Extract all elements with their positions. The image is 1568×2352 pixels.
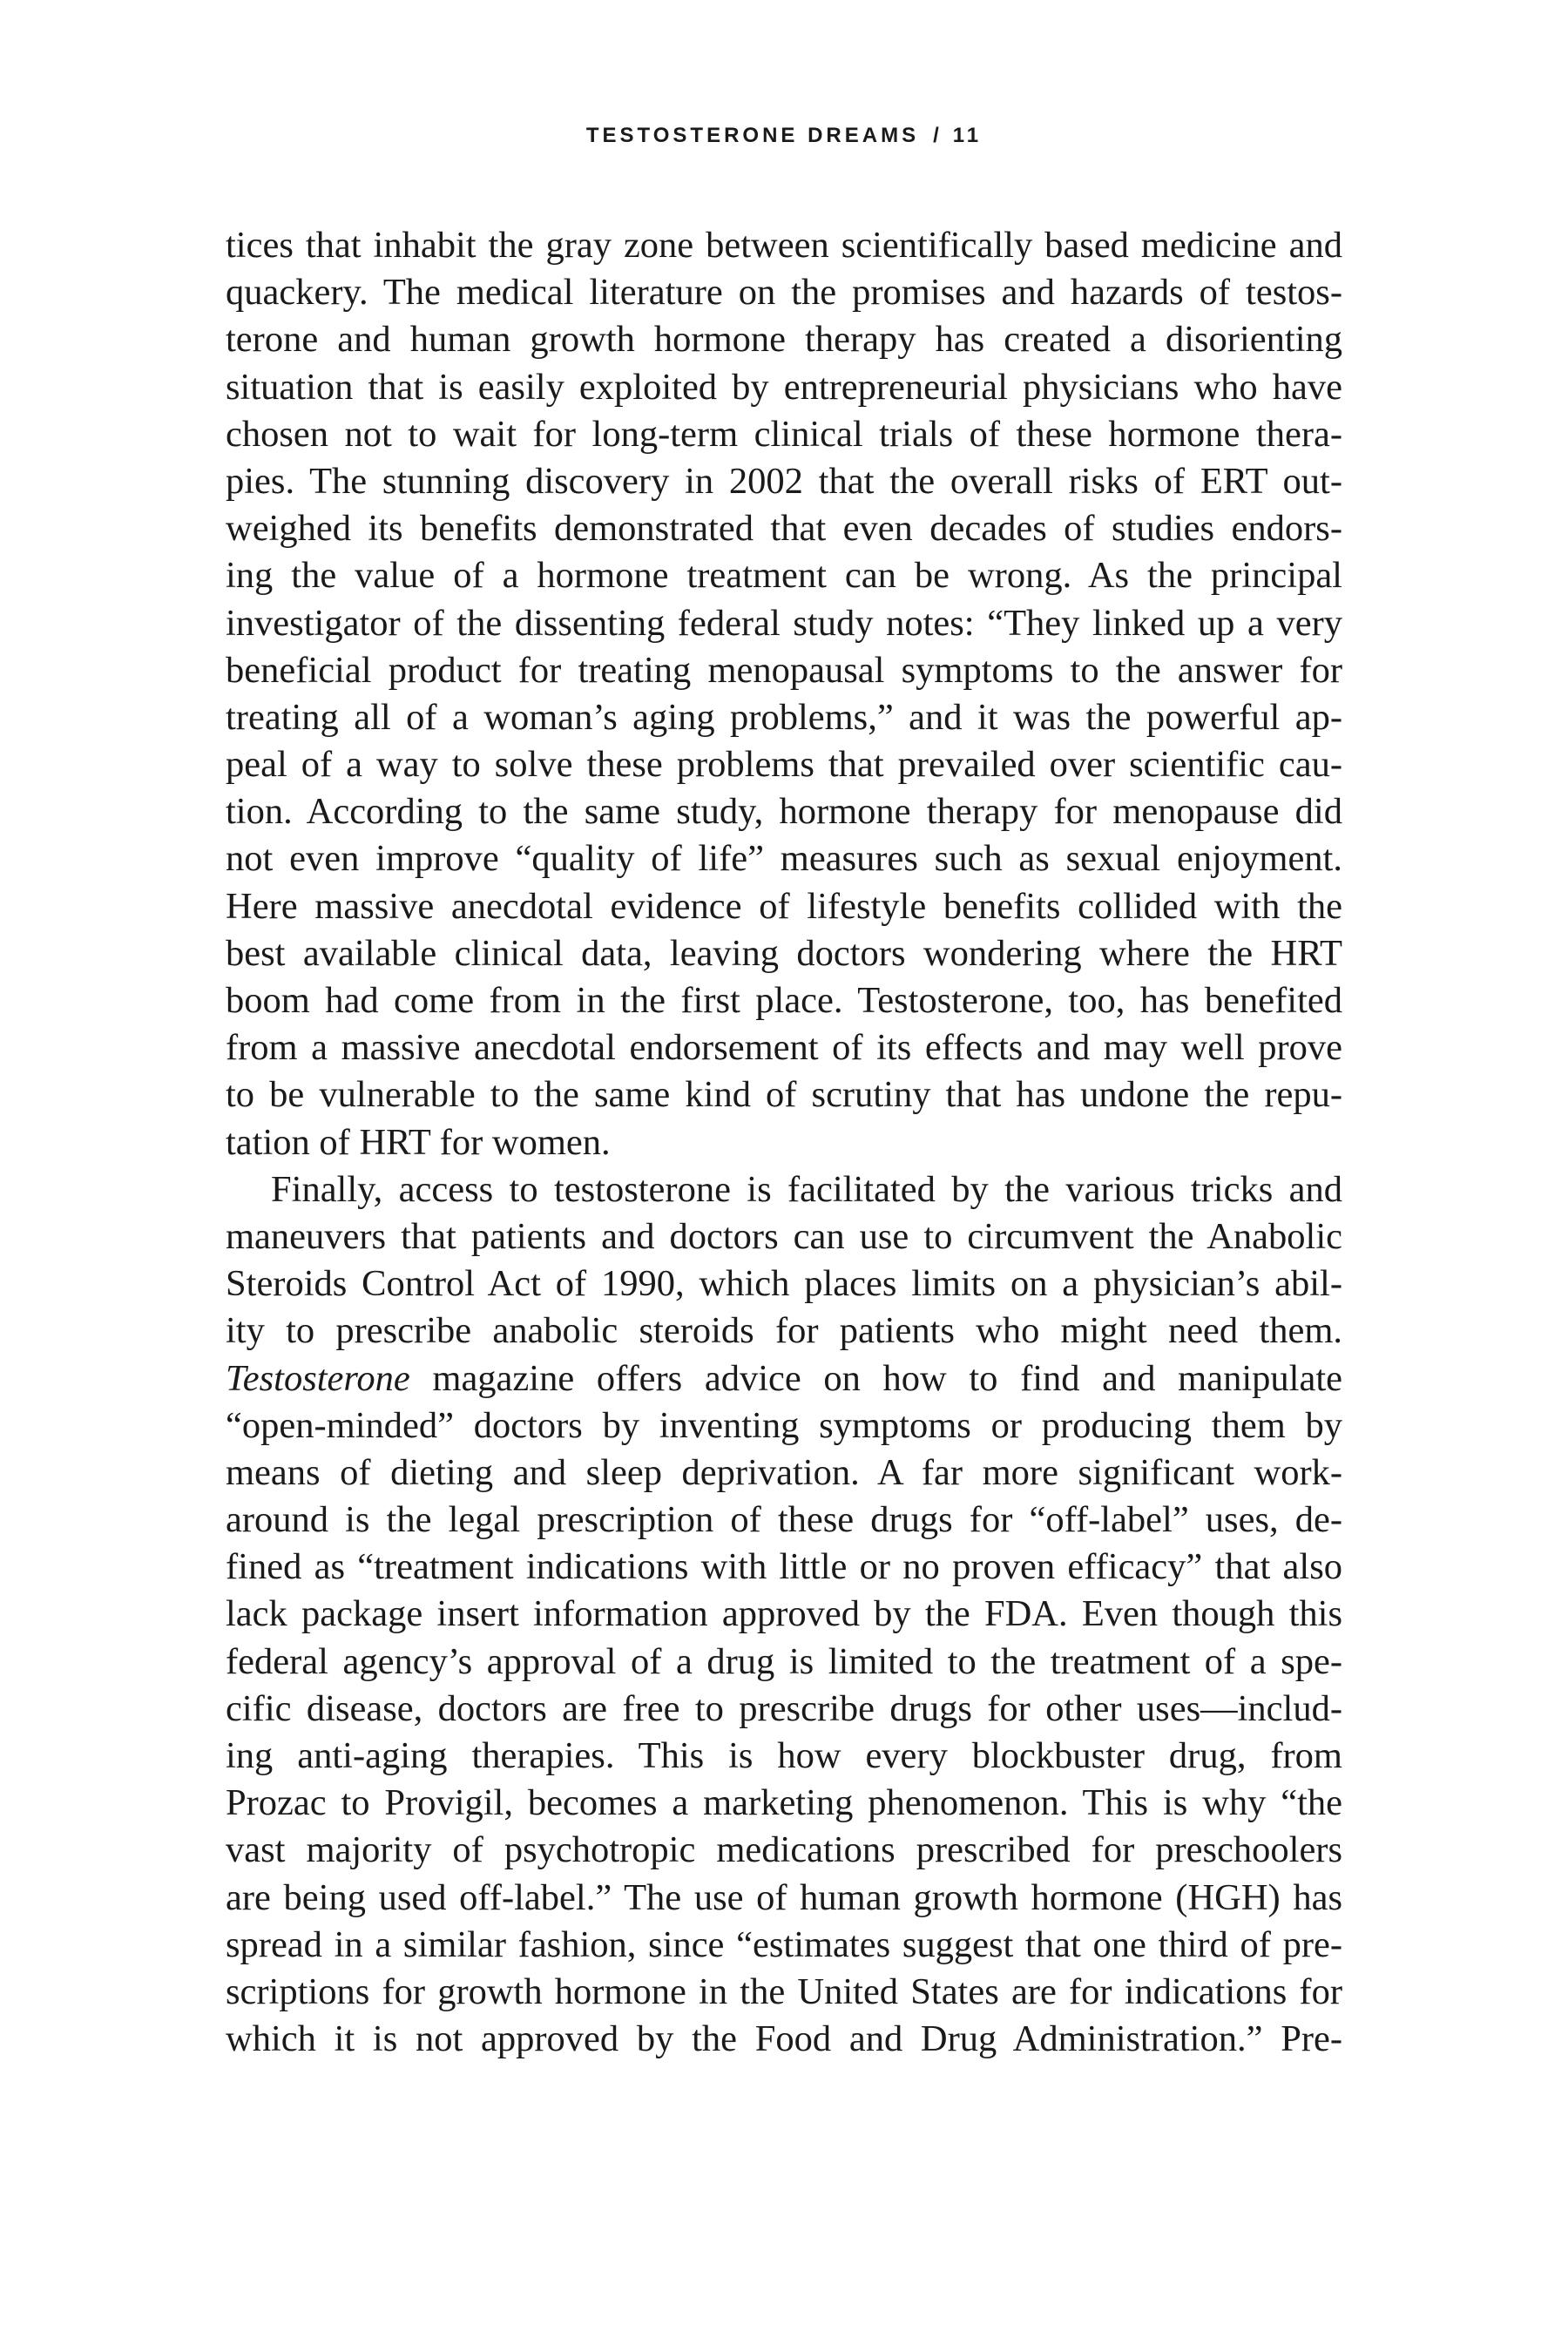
text-line: quackery. The medical literature on the promises and hazards of testos- — [226, 272, 1342, 314]
running-head-title: TESTOSTERONE DREAMS — [585, 124, 920, 147]
text-line: cific disease, doctors are free to prescribe drugs for other uses—includ- — [226, 1687, 1342, 1729]
text-line: pies. The stunning discovery in 2002 that the overall risks of ERT out- — [226, 460, 1342, 502]
text-line: chosen not to wait for long-term clinical trials of these hormone thera- — [226, 413, 1342, 455]
text-line: investigator of the dissenting federal study notes: “They linked up a very — [226, 602, 1342, 644]
text-line: ing the value of a hormone treatment can be wrong. As the principal — [226, 555, 1342, 597]
page-number: 11 — [952, 124, 983, 147]
text-line-with-italic — [226, 1355, 1342, 1402]
paragraph-1 — [226, 222, 1342, 1166]
paragraph-2 — [226, 1166, 1342, 2064]
text-line: terone and human growth hormone therapy has created a disorienting — [226, 319, 1342, 361]
text-line: ity to prescribe anabolic steroids for patients who might need them. — [226, 1310, 1342, 1352]
text-line: scriptions for growth hormone in the United States are for indications for — [226, 1970, 1342, 2012]
text-line: from a massive anecdotal endorsement of its effects and may well prove — [226, 1027, 1342, 1069]
text-line: fined as “treatment indications with little or no proven efficacy” that also — [226, 1546, 1342, 1588]
text-line: boom had come from in the first place. Testosterone, too, has benefited — [226, 980, 1342, 1021]
italic-title: Testosterone — [226, 1357, 410, 1399]
text-line: lack package insert information approved by the FDA. Even though this — [226, 1593, 1342, 1635]
text-line: federal agency’s approval of a drug is limited to the treatment of a spe- — [226, 1640, 1342, 1682]
text-line-rest: magazine offers advice on how to find and manipulate — [432, 1357, 1343, 1399]
text-line: Steroids Control Act of 1990, which places limits on a physician’s abil- — [226, 1263, 1342, 1305]
text-line: ing anti-aging therapies. This is how every blockbuster drug, from — [226, 1735, 1342, 1776]
text-line: tation of HRT for women. — [226, 1121, 611, 1163]
text-line: spread in a similar fashion, since “estimates suggest that one third of pre- — [226, 1923, 1342, 1965]
text-line: are being used off-label.” The use of human growth hormone (HGH) has — [226, 1876, 1342, 1918]
text-line: tion. According to the same study, hormone therapy for menopause did — [226, 791, 1342, 833]
text-line: weighed its benefits demonstrated that even decades of studies endors- — [226, 508, 1342, 550]
text-line: “open-minded” doctors by inventing symptoms or producing them by — [226, 1404, 1342, 1446]
text-line: which it is not approved by the Food and Drug Administration.” Pre- — [226, 2018, 1342, 2060]
text-line: Finally, access to testosterone is facilitated by the various tricks and — [271, 1168, 1342, 1210]
text-line: Here massive anecdotal evidence of lifestyle benefits collided with the — [226, 885, 1342, 927]
running-head — [0, 124, 1568, 148]
text-line: beneficial product for treating menopausal symptoms to the answer for — [226, 649, 1342, 691]
text-line: to be vulnerable to the same kind of scrutiny that has undone the repu- — [226, 1074, 1342, 1116]
text-line: vast majority of psychotropic medications prescribed for preschoolers — [226, 1829, 1342, 1871]
text-line: around is the legal prescription of these drugs for “off-label” uses, de- — [226, 1499, 1342, 1541]
text-line: means of dieting and sleep deprivation. A far more significant work- — [226, 1451, 1342, 1493]
text-line: tices that inhabit the gray zone between scientifically based medicine and — [226, 225, 1342, 266]
body-text — [226, 222, 1342, 2063]
text-line: not even improve “quality of life” measures such as sexual enjoyment. — [226, 838, 1342, 880]
text-line: best available clinical data, leaving doctors wondering where the HRT — [226, 932, 1342, 974]
text-line: Prozac to Provigil, becomes a marketing phenomenon. This is why “the — [226, 1782, 1342, 1824]
text-line: treating all of a woman’s aging problems,” and it was the powerful ap- — [226, 696, 1342, 738]
running-head-separator: / — [933, 124, 939, 147]
text-line: situation that is easily exploited by entrepreneurial physicians who have — [226, 366, 1342, 408]
text-line: peal of a way to solve these problems that prevailed over scientific cau- — [226, 744, 1342, 786]
text-line: maneuvers that patients and doctors can use to circumvent the Anabolic — [226, 1215, 1342, 1257]
